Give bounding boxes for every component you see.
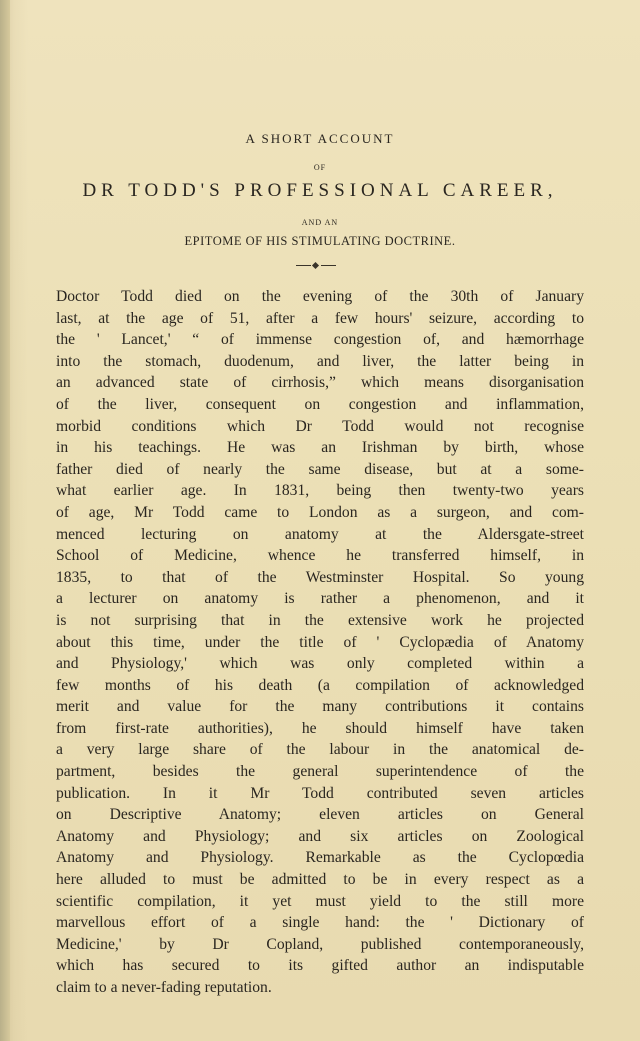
ornament-diamond xyxy=(312,262,319,269)
body-line: School of Medicine, whence he transferred himself, in xyxy=(56,547,584,565)
body-line: 1835, to that of the Westminster Hospital. So young xyxy=(56,568,584,586)
body-line: few months of his death (a compilation of acknowledged xyxy=(56,676,584,694)
body-line: here alluded to must be admitted to be in every respect as a xyxy=(56,871,584,889)
ornament-rule-right xyxy=(321,265,336,266)
body-line: scientific compilation, it yet must yield to the still more xyxy=(56,892,584,910)
body-line: what earlier age. In 1831, being then twenty-two years xyxy=(56,482,584,500)
body-line: about this time, under the title of ' Cyclopædia of Anatomy xyxy=(56,633,584,651)
body-line: Doctor Todd died on the evening of the 30th of January xyxy=(56,288,584,305)
ornament-rule-left xyxy=(296,265,311,266)
heading-line-career: DR TODD'S PROFESSIONAL CAREER, xyxy=(82,180,558,201)
body-line: and Physiology,' which was only completed within a xyxy=(56,655,584,673)
body-line: partment, besides the general superintendence of the xyxy=(56,763,584,781)
body-line: merit and value for the many contributions it contains xyxy=(56,698,584,716)
body-line: Medicine,' by Dr Copland, published contemporaneously, xyxy=(56,935,584,953)
body-line: the ' Lancet,' “ of immense congestion of, and hæmorrhage xyxy=(56,331,584,349)
body-line: on Descriptive Anatomy; eleven articles on General xyxy=(56,806,584,824)
body-line: Anatomy and Physiology. Remarkable as the Cyclopœdia xyxy=(56,849,584,867)
body-line: in his teachings. He was an Irishman by birth, whose xyxy=(56,439,584,457)
body-line: publication. In it Mr Todd contributed seven articles xyxy=(56,784,584,802)
body-paragraph xyxy=(56,286,584,999)
body-line: father died of nearly the same disease, but at a some- xyxy=(56,460,584,478)
body-line: marvellous effort of a single hand: the ' Dictionary of xyxy=(56,914,584,932)
heading-line-short-account: A SHORT ACCOUNT xyxy=(245,131,395,146)
body-line: morbid conditions which Dr Todd would not recognise xyxy=(56,417,584,435)
body-line: which has secured to its gifted author an indisputable xyxy=(56,957,584,975)
body-line: a lecturer on anatomy is rather a phenomenon, and it xyxy=(56,590,584,608)
body-line: from first-rate authorities), he should himself have taken xyxy=(56,719,584,737)
body-line: an advanced state of cirrhosis,” which means disorganisation xyxy=(56,374,584,392)
body-line: is not surprising that in the extensive work he projected xyxy=(56,611,584,629)
body-line: last, at the age of 51, after a few hours' seizure, according to xyxy=(56,309,584,327)
heading-line-and-an: AND AN xyxy=(301,218,339,227)
body-line: Anatomy and Physiology; and six articles on Zoological xyxy=(56,827,584,845)
heading-line-epitome: EPITOME OF HIS STIMULATING DOCTRINE. xyxy=(184,234,456,248)
body-line: into the stomach, duodenum, and liver, the latter being in xyxy=(56,352,584,370)
body-line: a very large share of the labour in the anatomical de- xyxy=(56,741,584,759)
body-line: claim to a never-fading reputation. xyxy=(56,979,272,996)
heading-line-of: OF xyxy=(313,163,327,172)
body-line: of the liver, consequent on congestion and inflammation, xyxy=(56,395,584,413)
body-line: of age, Mr Todd came to London as a surgeon, and com- xyxy=(56,503,584,521)
page-spine-edge xyxy=(0,0,10,1041)
rule-diamond-ornament-icon xyxy=(296,262,336,270)
body-line: menced lecturing on anatomy at the Aldersgate-street xyxy=(56,525,584,543)
